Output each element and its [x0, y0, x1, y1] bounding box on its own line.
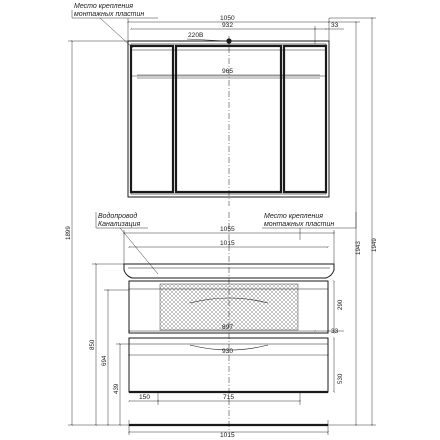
dim-cabinet-offset: 33 [331, 22, 339, 29]
dim-h439: 439 [113, 383, 120, 394]
dim-base-width: 1015 [220, 432, 235, 439]
dim-offset-left: 150 [139, 394, 151, 401]
dim-offset-mid: 715 [223, 394, 235, 401]
dim-cabinet-inner: 932 [222, 22, 234, 29]
dim-h1943: 1943 [355, 241, 362, 255]
dim-h694: 694 [101, 355, 108, 366]
plumbing-note-line2: Канализация [98, 221, 141, 228]
vanity-mount-note-line2: монтажных пластин [264, 221, 335, 228]
plumbing-note-line1: Водопровод [98, 213, 138, 220]
mirror-cabinet [72, 3, 344, 206]
vanity-unit [96, 212, 356, 439]
cabinet-mount-note-line2: монтажных пластин [74, 11, 145, 18]
dim-h850: 850 [89, 339, 96, 350]
drawer-lower [129, 338, 328, 392]
dim-basin-width: 1055 [220, 226, 235, 233]
socket-label: 220В [188, 32, 204, 39]
dim-lower-height: 530 [337, 373, 344, 384]
dim-shelf-width: 930 [222, 348, 234, 355]
dim-drawer-offset: 33 [331, 328, 339, 335]
dim-drawer-width: 897 [222, 324, 234, 331]
dim-top-width: 1015 [220, 240, 235, 247]
dim-drawer-height: 290 [337, 299, 344, 310]
cabinet-outline [128, 41, 329, 197]
dim-total-height: 1899 [65, 226, 72, 240]
cabinet-mount-note-line1: Место крепления [74, 3, 134, 10]
dim-h1949: 1949 [371, 238, 378, 252]
socket-icon [226, 38, 231, 43]
dim-cabinet-span: 965 [222, 68, 234, 75]
vanity-mount-note-line1: Место крепления [264, 213, 324, 220]
dim-cabinet-width: 1050 [220, 15, 235, 22]
